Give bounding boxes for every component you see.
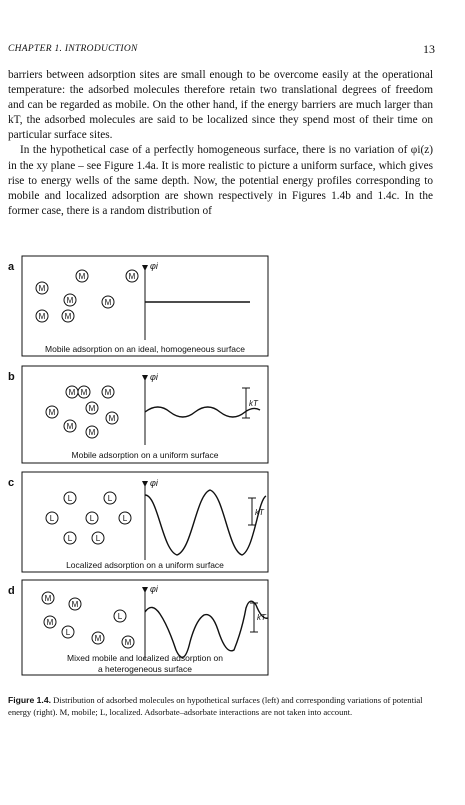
panel-c-potential-curve bbox=[145, 490, 266, 555]
molecule-letter: M bbox=[128, 272, 136, 281]
caption-text: Distribution of adsorbed molecules on hypothetical surfaces (left) and corresponding variations of potential energy (right). M, mobile; L, localized. Adsorbate–adsorbate interactions are not taken into account. bbox=[8, 695, 423, 717]
localized-molecule bbox=[119, 512, 131, 524]
mobile-molecule bbox=[62, 310, 74, 322]
mobile-molecule bbox=[92, 632, 104, 644]
mobile-molecule bbox=[122, 636, 134, 648]
caption-label: Figure 1.4. bbox=[8, 695, 51, 705]
mobile-molecule bbox=[64, 294, 76, 306]
figure-caption bbox=[8, 694, 438, 718]
molecule-letter: M bbox=[48, 408, 56, 417]
panel-c-caption: Localized adsorption on a uniform surface bbox=[66, 560, 224, 570]
phi-label: φi bbox=[150, 478, 158, 488]
molecule-letter: M bbox=[38, 312, 46, 321]
phi-label: φi bbox=[150, 372, 158, 382]
molecule-letter: M bbox=[104, 388, 112, 397]
mobile-molecule bbox=[126, 270, 138, 282]
kt-label: kT bbox=[249, 399, 258, 408]
molecule-letter: L bbox=[67, 534, 73, 543]
localized-molecule bbox=[104, 492, 116, 504]
panel-b-potential-curve bbox=[145, 407, 260, 417]
molecule-letter: L bbox=[122, 514, 128, 523]
mobile-molecule bbox=[66, 386, 78, 398]
mobile-molecule bbox=[69, 598, 81, 610]
mobile-molecule bbox=[64, 420, 76, 432]
mobile-molecule bbox=[102, 296, 114, 308]
phi-label: φi bbox=[150, 261, 158, 271]
molecule-letter: M bbox=[71, 600, 79, 609]
localized-molecule bbox=[62, 626, 74, 638]
mobile-molecule bbox=[106, 412, 118, 424]
mobile-molecule bbox=[86, 402, 98, 414]
localized-molecule bbox=[64, 532, 76, 544]
panel-label: c bbox=[8, 477, 15, 489]
mobile-molecule bbox=[76, 270, 88, 282]
paragraph: barriers between adsorption sites are small enough to be overcome easily at the operational temperature: the adsorbed molecules therefore retain two translational degrees of freedom and can be regarded as mobile. On the other hand, if the energy barriers are much larger than kT, the adsorbed molecules are said to be localized since they spend most of their time on particular surface sites. bbox=[8, 69, 433, 142]
mobile-molecule bbox=[36, 282, 48, 294]
mobile-molecule bbox=[78, 386, 90, 398]
panel-label: a bbox=[8, 261, 15, 273]
mobile-molecule bbox=[102, 386, 114, 398]
phi-label: φi bbox=[150, 584, 158, 594]
molecule-letter: M bbox=[64, 312, 72, 321]
molecule-letter: M bbox=[124, 638, 132, 647]
localized-molecule bbox=[86, 512, 98, 524]
localized-molecule bbox=[92, 532, 104, 544]
molecule-letter: M bbox=[78, 272, 86, 281]
molecule-letter: M bbox=[108, 414, 116, 423]
molecule-letter: M bbox=[66, 296, 74, 305]
panel-b-caption: Mobile adsorption on a uniform surface bbox=[71, 450, 219, 460]
localized-molecule bbox=[46, 512, 58, 524]
molecule-letter: M bbox=[80, 388, 88, 397]
mobile-molecule bbox=[42, 592, 54, 604]
molecule-letter: M bbox=[104, 298, 112, 307]
molecule-letter: M bbox=[66, 422, 74, 431]
molecule-letter: M bbox=[94, 634, 102, 643]
localized-molecule bbox=[114, 610, 126, 622]
molecule-letter: M bbox=[46, 618, 54, 627]
paragraph: In the hypothetical case of a perfectly homogeneous surface, there is no variation of φi(z) in the xy plane – see Figure 1.4a. It is more realistic to picture a uniform surface, which gives rise to energy wells of the same depth. Now, the potential energy profiles corresponding to mobile and localized adsorption are shown respectively in Figures 1.4b and 1.4c. In the former case, there is a random distribution of bbox=[8, 144, 433, 217]
kt-label: kT bbox=[257, 613, 266, 622]
molecule-letter: L bbox=[65, 628, 71, 637]
panel-label: b bbox=[8, 371, 15, 383]
mobile-molecule bbox=[44, 616, 56, 628]
molecule-letter: M bbox=[88, 428, 96, 437]
mobile-molecule bbox=[46, 406, 58, 418]
molecule-letter: L bbox=[67, 494, 73, 503]
molecule-letter: L bbox=[89, 514, 95, 523]
molecule-letter: L bbox=[107, 494, 113, 503]
mobile-molecule bbox=[86, 426, 98, 438]
page-number: 13 bbox=[423, 42, 435, 56]
panel-d-caption-line2: a heterogeneous surface bbox=[97, 664, 193, 674]
kt-label: kT bbox=[255, 508, 264, 517]
molecule-letter: M bbox=[38, 284, 46, 293]
molecule-letter: M bbox=[68, 388, 76, 397]
panel-a-caption: Mobile adsorption on an ideal, homogeneous surface bbox=[45, 344, 245, 354]
molecule-letter: M bbox=[88, 404, 96, 413]
panel-d-caption-line1: Mixed mobile and localized adsorption on bbox=[67, 653, 223, 663]
panel-label: d bbox=[8, 585, 15, 597]
mobile-molecule bbox=[36, 310, 48, 322]
localized-molecule bbox=[64, 492, 76, 504]
panel-d-potential-curve bbox=[145, 601, 268, 657]
molecule-letter: M bbox=[44, 594, 52, 603]
molecule-letter: L bbox=[95, 534, 101, 543]
running-head: CHAPTER 1. INTRODUCTION bbox=[8, 44, 138, 54]
molecule-letter: L bbox=[49, 514, 55, 523]
molecule-letter: L bbox=[117, 612, 123, 621]
